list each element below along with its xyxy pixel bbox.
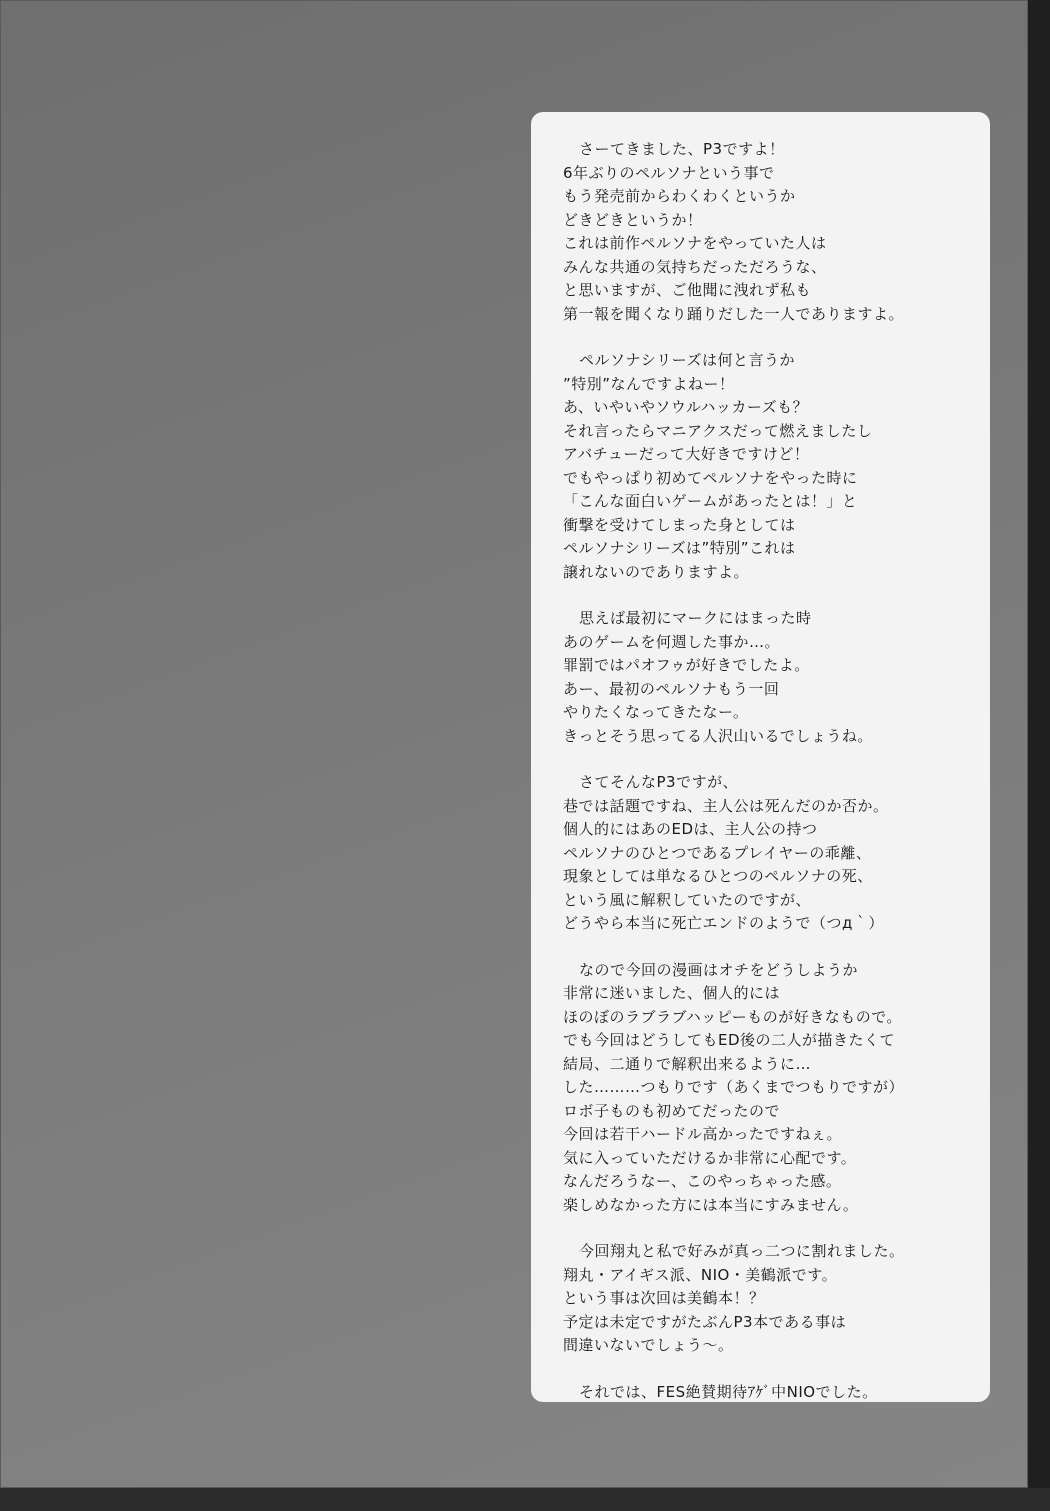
text-line: 翔丸・アイギス派、NIO・美鶴派です。	[563, 1265, 838, 1284]
paragraph-2	[563, 349, 976, 584]
text-line: ペルソナのひとつであるプレイヤーの乖離、	[563, 843, 872, 862]
text-line: 「こんな面白いゲームがあったとは！」と	[563, 492, 858, 510]
text-line: きっとそう思ってる人沢山いるでしょうね。	[563, 726, 873, 745]
text-line: 個人的にはあのEDは、主人公の持つ	[563, 820, 818, 838]
scan-edge-bottom	[0, 1488, 1050, 1511]
text-line: なんだろうなー、このやっちゃった感。	[563, 1172, 842, 1190]
text-line: 現象としては単なるひとつのペルソナの死、	[563, 867, 873, 885]
text-line: これは前作ペルソナをやっていた人は	[563, 234, 827, 252]
text-line: 罪罰ではパオフゥが好きでしたよ。	[563, 656, 810, 674]
text-line: 結局、二通りで解釈出来るように…	[563, 1054, 812, 1073]
text-line: 巷では話題ですね、主人公は死んだのか否か。	[563, 796, 889, 815]
text-line: それでは、FES絶賛期待ｱｹﾞ中NIOでした。	[579, 1382, 878, 1401]
text-line: ロボ子ものも初めてだったので	[563, 1101, 781, 1120]
text-line: どきどきというか！	[563, 210, 703, 229]
text-line: ほのぼのラブラブハッピーものが好きなもので。	[563, 1007, 902, 1026]
text-line: それ言ったらマニアクスだって燃えましたし	[563, 421, 873, 440]
text-line: ペルソナシリーズは何と言うか	[579, 351, 795, 369]
text-line: 間違いないでしょう～。	[563, 1336, 734, 1354]
text-line: 思えば最初にマークにはまった時	[579, 609, 812, 627]
text-line: ペルソナシリーズは”特別”これは	[563, 539, 796, 557]
paragraph-6	[563, 1240, 976, 1358]
text-line: 衝撃を受けてしまった身としては	[563, 515, 796, 534]
text-line: 第一報を聞くなり踊りだした一人でありますよ。	[563, 304, 905, 323]
text-line: と思いますが、ご他聞に洩れず私も	[563, 281, 812, 299]
text-line: さてそんなP3ですが、	[579, 773, 739, 791]
text-line: 予定は未定ですがたぶんP3本である事は	[563, 1312, 847, 1331]
text-line: あ、いやいやソウルハッカーズも？	[563, 398, 809, 416]
text-line: あのゲームを何週した事か…。	[563, 632, 781, 651]
text-line: 譲れないのでありますよ。	[563, 562, 750, 581]
text-line: 非常に迷いました、個人的には	[563, 984, 781, 1002]
paragraph-3	[563, 607, 976, 748]
text-line: した………つもりです（あくまでつもりですが）	[563, 1078, 905, 1096]
text-line: みんな共通の気持ちだっただろうな、	[563, 257, 827, 276]
text-line: なので今回の漫画はオチをどうしようか	[579, 960, 859, 979]
text-line: もう発売前からわくわくというか	[563, 187, 796, 205]
text-line: でも今回はどうしてもED後の二人が描きたくて	[563, 1031, 896, 1049]
text-line: やりたくなってきたなー。	[563, 703, 749, 721]
text-line: 6年ぶりのペルソナという事で	[563, 163, 775, 182]
text-line: 今回は若干ハードル高かったですねぇ。	[563, 1125, 843, 1143]
text-line: という風に解釈していたのですが、	[563, 890, 812, 909]
paragraph-7	[563, 1381, 976, 1405]
text-line: アバチューだって大好きですけど！	[563, 445, 810, 463]
afterword-text-panel	[531, 112, 990, 1402]
text-line: という事は次回は美鶴本！？	[563, 1289, 765, 1307]
scan-edge-right	[1028, 0, 1050, 1511]
text-line: どうやら本当に死亡エンドのようで（つд｀）	[563, 914, 884, 932]
text-line: 気に入っていただけるか非常に心配です。	[563, 1148, 857, 1167]
paragraph-1	[563, 138, 976, 326]
text-line: 今回翔丸と私で好みが真っ二つに割れました。	[579, 1242, 905, 1260]
text-line: 楽しめなかった方には本当にすみません。	[563, 1195, 859, 1214]
paragraph-5	[563, 959, 976, 1218]
text-line: でもやっぱり初めてペルソナをやった時に	[563, 468, 858, 487]
text-line: ”特別”なんですよねー！	[563, 374, 735, 393]
text-line: さーてきました、P3ですよ！	[579, 140, 785, 158]
paragraph-4	[563, 771, 976, 936]
text-line: あー、最初のペルソナもう一回	[563, 679, 780, 698]
